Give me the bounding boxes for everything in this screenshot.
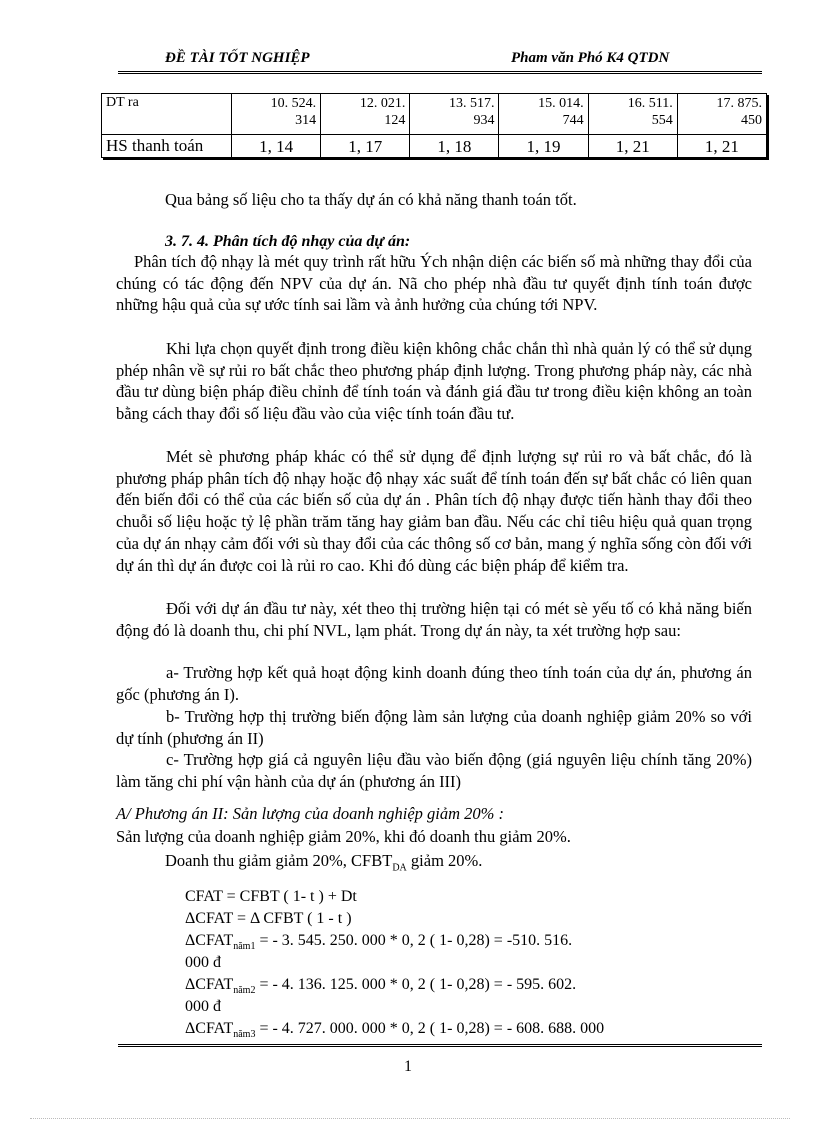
paragraph-methods: Mét sè phương pháp khác có thể sử dụng để định lượng sự rủi ro và bất chắc, đó là phương pháp phân tích độ nhạy hoặc độ nhạy xác suất để tính toán đến sự bất chắc có liên quan đến biến đổi có thể của các biến số của dự án . Phân tích độ nhạy được tiến hành thay đổi theo chuỗi số liệu hoặc tỷ lệ phần trăm tăng hay giảm ban đầu. Nếu các chỉ tiêu hiệu quả quan trọng của dự án nhạy cảm đối với sù thay đổi của các thông số cơ bản, mang ý nghĩa sống còn đối với dự án thì dự án được coi là rủi ro cao. Khi đó dùng các biện pháp để kiểm tra. xyxy=(116,447,752,575)
paragraph-uncertainty: Khi lựa chọn quyết định trong điều kiện không chắc chắn thì nhà quản lý có thể sử dụng phép nhân về sự rủi ro bất chắc theo phương pháp định lượng. Trong phương pháp này, các nhà đầu tư dùng biện pháp điều chỉnh để tính toán và đánh giá đầu tư trong điều kiện không an toàn bằng cách thay đổi số liệu đầu vào của việc tính toán đầu tư. xyxy=(116,339,752,424)
header-author: Pham văn Phó K4 QTDN xyxy=(511,50,670,66)
table-cell: 17. 875. 450 xyxy=(677,94,766,135)
page-bottom-dotted-line xyxy=(30,1118,790,1119)
table-cell: 10. 524. 314 xyxy=(232,94,321,135)
formula-year2-unit: 000 đ xyxy=(185,998,221,1015)
table-cell: 1, 18 xyxy=(410,135,499,158)
table-cell: 1, 19 xyxy=(499,135,588,158)
table-cell-label: DT ra xyxy=(102,94,232,135)
paragraph-case-b: b- Trường hợp thị trường biến động làm sản lượng của doanh nghiệp giảm 20% so với dự tính (phương án II) xyxy=(116,707,752,748)
paragraph-case-c: c- Trường hợp giá cả nguyên liệu đầu vào biến động (giá nguyên liệu chính tăng 20%) làm tăng chi phí vận hành của dự án (phương án III) xyxy=(116,750,752,791)
page-number: 1 xyxy=(404,1058,412,1075)
table-cell: 12. 021. 124 xyxy=(321,94,410,135)
table-row xyxy=(102,135,767,158)
formula-cfat: CFAT = CFBT ( 1- t ) + Dt xyxy=(185,888,357,905)
paragraph-case-a: a- Trường hợp kết quả hoạt động kinh doanh đúng theo tính toán của dự án, phương án gốc (phương án I). xyxy=(116,663,752,704)
section-heading-sensitivity: 3. 7. 4. Phân tích độ nhạy của dự án: xyxy=(165,233,411,250)
header-rule xyxy=(118,71,762,74)
paragraph-factors: Đối với dự án đầu tư này, xét theo thị trường hiện tại có mét sè yếu tố có khả năng biến động đó là doanh thu, chi phí NVL, lạm phát. Trong dự án này, ta xét trường hợp sau: xyxy=(116,599,752,640)
paragraph-sensitivity-intro: Phân tích độ nhạy là mét quy trình rất hữu Ých nhận diện các biến số mà những thay đổi của chúng có tác động đến NPV của dự án. Nã cho phép nhà đầu tư quyết định tính toán được những hậu quả của sự ước tính sai lầm và ảnh hưởng của chúng tới NPV. xyxy=(116,252,752,315)
formula-delta-cfat-year2: $\Delta CFAT_{năm2}$ = - 4. 136. 125. 000 * 0, 2 ( 1- 0,28) = - 595. 602. xyxy=(185,976,577,997)
formula-delta-cfat-year1: $\Delta CFAT_{năm1}$ = - 3. 545. 250. 000 * 0, 2 ( 1- 0,28) = -510. 516. xyxy=(185,932,573,953)
table-cell: 13. 517. 934 xyxy=(410,94,499,135)
formula-delta-cfat: ΔCFAT = Δ CFBT ( 1 - t ) xyxy=(185,910,352,927)
table-cell-label: HS thanh toán xyxy=(102,135,232,158)
formula-delta-cfat-year3: $\Delta CFAT_{năm3}$ = - 4. 727. 000. 000 * 0, 2 ( 1- 0,28) = - 608. 688. 000 xyxy=(185,1020,605,1041)
footer-rule xyxy=(118,1044,762,1047)
header-title: ĐỀ TÀI TỐT NGHIỆP xyxy=(165,50,310,66)
table-cell: 1, 21 xyxy=(677,135,766,158)
data-table xyxy=(101,93,767,158)
paragraph-output-decline: Sản lượng của doanh nghiệp giảm 20%, khi đó doanh thu giảm 20%. xyxy=(116,827,571,846)
table-row xyxy=(102,94,767,135)
formula-year1-unit: 000 đ xyxy=(185,954,221,971)
table-cell: 16. 511. 554 xyxy=(588,94,677,135)
paragraph-table-summary: Qua bảng số liệu cho ta thấy dự án có khả năng thanh toán tốt. xyxy=(165,190,577,209)
subsection-heading-plan-2: A/ Phương án II: Sản lượng của doanh nghiệp giảm 20% : xyxy=(116,804,505,823)
table-cell: 1, 17 xyxy=(321,135,410,158)
table-cell: 1, 21 xyxy=(588,135,677,158)
table-cell: 1, 14 xyxy=(232,135,321,158)
paragraph-revenue-decline: Doanh thu giảm giảm 20%, $CFBT_{DA}$ giảm 20%. xyxy=(165,851,483,874)
table-cell: 15. 014. 744 xyxy=(499,94,588,135)
